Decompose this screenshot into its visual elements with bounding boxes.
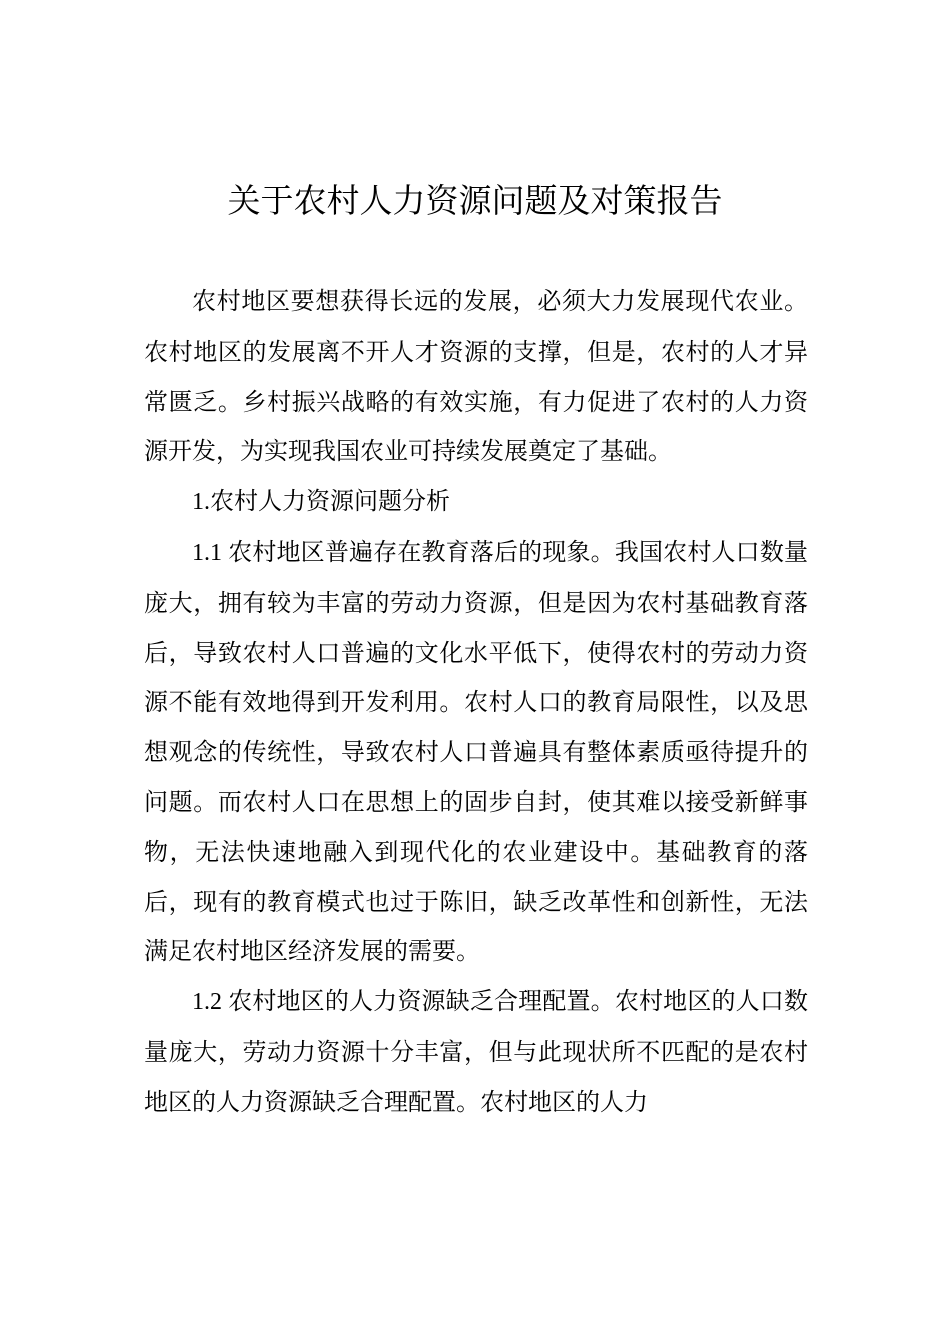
- paragraph-1-1: [144, 528, 808, 977]
- paragraph-text: 农村地区普遍存在教育落后的现象。我国农村人口数量庞大，拥有较为丰富的劳动力资源，但是因为农村基础教育落后，导致农村人口普遍的文化水平低下，使得农村的劳动力资源不能有效地得到开发利用。农村人口的教育局限性，以及思想观念的传统性，导致农村人口普遍具有整体素质亟待提升的问题。而农村人口在思想上的固步自封，使其难以接受新鲜事物，无法快速地融入到现代化的农业建设中。基础教育的落后，现有的教育模式也过于陈旧，缺乏改革性和创新性，无法满足农村地区经济发展的需要。: [144, 537, 809, 966]
- section-heading-text: 农村人力资源问题分析: [210, 487, 450, 516]
- paragraph-number: 1.1: [192, 539, 229, 566]
- paragraph-intro: [144, 277, 808, 477]
- paragraph-1-2: [144, 977, 808, 1127]
- paragraph-number: 1.2: [192, 989, 229, 1016]
- paragraph-text: 农村地区的人力资源缺乏合理配置。农村地区的人口数量庞大，劳动力资源十分丰富，但与此现状所不匹配的是农村地区的人力资源缺乏合理配置。农村地区的人力: [144, 987, 809, 1116]
- document-body: [144, 277, 808, 1128]
- paragraph-text: 农村地区要想获得长远的发展，必须大力发展现代农业。农村地区的发展离不开人才资源的支撑，但是，农村的人才异常匮乏。乡村振兴战略的有效实施，有力促进了农村的人力资源开发，为实现我国农业可持续发展奠定了基础。: [144, 287, 808, 466]
- document-title: 关于农村人力资源问题及对策报告: [227, 181, 723, 220]
- section-number: 1.: [192, 489, 210, 516]
- section-heading-1: [144, 477, 808, 528]
